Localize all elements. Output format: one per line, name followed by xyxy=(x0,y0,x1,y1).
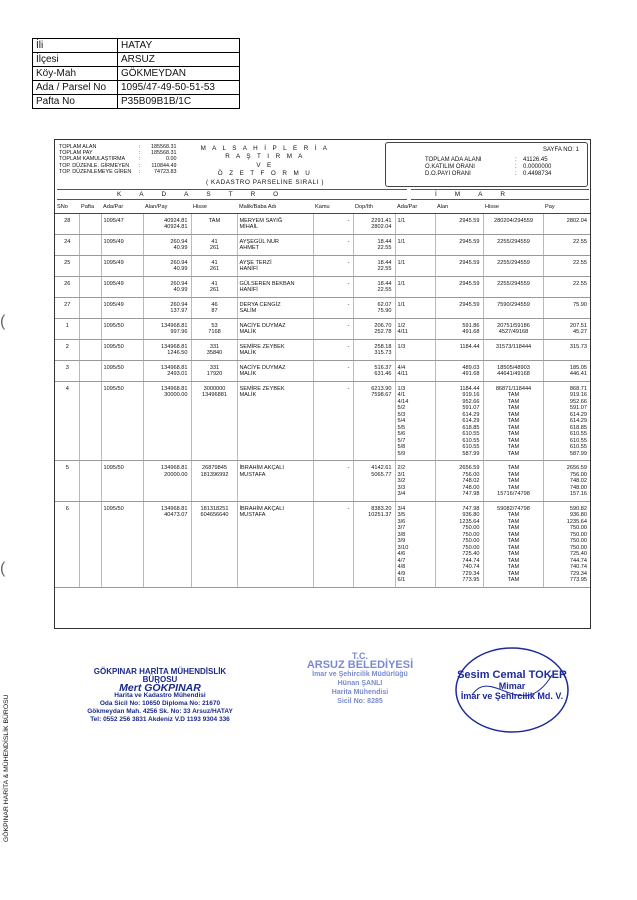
cell-malik: GÜLSEREN BEKBAN HANİFİ xyxy=(237,276,313,297)
cell-ihisse: 280204/294559 xyxy=(483,213,543,234)
cell-malik: AYŞE TERZİ HANİFİ xyxy=(237,255,313,276)
cell-iadapar: 1/1 xyxy=(395,234,435,255)
cell-ialan: 1184.44 919.16 952.66 591.07 614.29 614.29 618.85 610.55 610.55 610.55 587.99 xyxy=(435,381,483,461)
cell-dop: 18.44 22.55 xyxy=(353,255,395,276)
total-value: 185568.31 xyxy=(151,144,177,150)
cell-ihisse: 86871/118444 TAM TAM TAM TAM TAM TAM TAM TAM TAM TAM xyxy=(483,381,543,461)
table-row xyxy=(55,360,590,381)
owners-table xyxy=(55,201,590,588)
cell-sno: 27 xyxy=(55,297,79,318)
cell-pay: 590.82 936.80 1235.64 750.00 750.00 750.00 750.00 725.40 744.74 740.74 729.34 773.95 xyxy=(543,501,590,587)
total-label: TOPLAM ALAN xyxy=(59,144,97,150)
cell-iadapar: 1/3 xyxy=(395,339,435,360)
column-header: SNo xyxy=(55,201,79,213)
cell-alanpay: 260.94 40.99 xyxy=(143,234,191,255)
ratio-value: 41126.45 xyxy=(523,157,548,163)
total-value: 110844.49 xyxy=(151,162,177,169)
cell-adapar: 1095/50 xyxy=(101,461,143,502)
cell-kamu: - xyxy=(313,213,353,234)
info-label: Pafta No xyxy=(33,95,118,109)
cell-sno: 28 xyxy=(55,213,79,234)
stamp-line: Sicil No: 8285 xyxy=(337,698,383,705)
parcel-info-table xyxy=(32,38,240,109)
stamp-line: ARSUZ BELEDİYESİ xyxy=(306,659,414,671)
column-header: Dop/Ith xyxy=(353,201,395,213)
cell-hisse: 41 261 xyxy=(191,276,237,297)
cell-hisse: TAM xyxy=(191,213,237,234)
cell-adapar: 1095/50 xyxy=(101,501,143,587)
stamp-line: Hünan ŞANLI xyxy=(337,680,383,687)
cell-sno: 26 xyxy=(55,276,79,297)
table-row xyxy=(55,297,590,318)
info-value: ARSUZ xyxy=(118,53,240,67)
cell-kamu: - xyxy=(313,501,353,587)
cell-malik: İBRAHİM AKÇALI MUSTAFA xyxy=(237,461,313,502)
cell-dop: 516.37 631.46 xyxy=(353,360,395,381)
cell-kamu: - xyxy=(313,255,353,276)
cell-pafta xyxy=(79,276,101,297)
ownership-form xyxy=(54,139,591,629)
cell-adapar: 1095/50 xyxy=(101,360,143,381)
cell-pafta xyxy=(79,255,101,276)
title-line: M A L S A H İ P L E R İ A R A Ş T I R M A xyxy=(200,145,330,161)
cell-malik: DERYA CENGİZ SALİM xyxy=(237,297,313,318)
cell-ihisse: 59082/74798 TAM TAM TAM TAM TAM TAM TAM TAM TAM TAM TAM xyxy=(483,501,543,587)
cell-kamu: - xyxy=(313,318,353,339)
stamp-line: Mert GÖKPINAR xyxy=(119,682,201,694)
info-row xyxy=(33,95,240,109)
cell-kamu: - xyxy=(313,381,353,461)
table-header-row xyxy=(55,201,590,213)
cell-sno: 24 xyxy=(55,234,79,255)
cell-ialan: 747.98 936.80 1235.64 750.00 750.00 750.00 750.00 725.40 744.74 740.74 729.34 773.95 xyxy=(435,501,483,587)
table-row xyxy=(55,276,590,297)
cell-dop: 4142.61 5065.77 xyxy=(353,461,395,502)
punch-mark: ( xyxy=(0,313,6,330)
cell-ihisse: TAM TAM TAM TAM 15716/74798 xyxy=(483,461,543,502)
stamp-line: Harita Mühendisi xyxy=(331,689,389,696)
cell-kamu: - xyxy=(313,297,353,318)
cell-adapar: 1095/50 xyxy=(101,381,143,461)
stamp-line: Harita ve Kadastro Mühendisi xyxy=(114,692,206,699)
cell-pay: 22.55 xyxy=(543,276,590,297)
ratio-value: 0.4498734 xyxy=(523,171,552,178)
table-row xyxy=(55,381,590,461)
total-label: TOPLAM KAMULAŞTIRMA xyxy=(59,156,126,163)
info-row xyxy=(33,81,240,95)
cell-sno: 25 xyxy=(55,255,79,276)
cell-ihisse: 2255/294559 xyxy=(483,276,543,297)
column-header: Pay xyxy=(543,201,590,213)
cell-sno: 1 xyxy=(55,318,79,339)
cell-pay: 185.05 446.41 xyxy=(543,360,590,381)
punch-mark: ( xyxy=(0,560,6,577)
cell-iadapar: 1/2 4/11 xyxy=(395,318,435,339)
info-label: Ada / Parsel No xyxy=(33,81,118,95)
stamp-line: İmar ve Şehircilik Md. V. xyxy=(460,691,564,701)
info-value: 1095/47-49-50-51-53 xyxy=(118,81,240,95)
stamp-line: T.C. xyxy=(351,651,368,661)
cell-pafta xyxy=(79,297,101,318)
info-row xyxy=(33,67,240,81)
cell-alanpay: 134968.81 40473.07 xyxy=(143,501,191,587)
cell-malik: NACİYE DUYMAZ MALİK xyxy=(237,318,313,339)
column-header: Hisse xyxy=(191,201,237,213)
cell-hisse: 331 17920 xyxy=(191,360,237,381)
cell-hisse: 41 261 xyxy=(191,255,237,276)
ratios-block: TOPLAM ADA ALANI : 41126.45 O.KATILIM ORANI : 0.0000000 D.O.PAYI ORANI : 0.4498734 xyxy=(425,157,552,178)
side-office-text: GÖKPINAR HARİTA & MÜHENDİSLİK BÜROSU xyxy=(3,694,10,842)
stamp-line: Gökmeydan Mah. 4256 Sk. No: 33 Arsuz/HATAY xyxy=(87,708,233,715)
cell-adapar: 1095/47 xyxy=(101,213,143,234)
table-row xyxy=(55,234,590,255)
cell-sno: 3 xyxy=(55,360,79,381)
cell-pay: 2656.59 756.00 748.02 748.00 157.16 xyxy=(543,461,590,502)
total-value: 0.00 xyxy=(166,156,177,163)
total-value: 74723.83 xyxy=(154,168,177,175)
cell-ialan: 2945.59 xyxy=(435,213,483,234)
cell-hisse: 53 7168 xyxy=(191,318,237,339)
cell-hisse: 46 87 xyxy=(191,297,237,318)
stamp-line: İmar ve Şehircilik Müdürlüğü xyxy=(312,671,408,678)
cell-ihisse: 7590/294559 xyxy=(483,297,543,318)
cell-malik: SEMİRE ZEYBEK MALİK xyxy=(237,381,313,461)
cell-iadapar: 1/1 xyxy=(395,276,435,297)
cell-ialan: 1184.44 xyxy=(435,339,483,360)
cell-pay: 868.71 919.16 952.66 591.07 614.29 614.29 618.85 610.55 610.55 610.55 587.99 xyxy=(543,381,590,461)
cell-pay: 315.73 xyxy=(543,339,590,360)
info-row xyxy=(33,39,240,53)
cell-sno: 6 xyxy=(55,501,79,587)
cell-pafta xyxy=(79,339,101,360)
cell-malik: AYŞEGÜL NUR AHMET xyxy=(237,234,313,255)
info-value: GÖKMEYDAN xyxy=(118,67,240,81)
total-label: TOP. DÜZENLEMEYE GİREN xyxy=(59,168,132,175)
table-row xyxy=(55,461,590,502)
cell-hisse: 331 35840 xyxy=(191,339,237,360)
cell-adapar: 1095/50 xyxy=(101,339,143,360)
cell-pafta xyxy=(79,461,101,502)
cell-ihisse: 31573/118444 xyxy=(483,339,543,360)
cell-hisse: 181318251 604656640 xyxy=(191,501,237,587)
ratio-label: O.KATILIM ORANI xyxy=(425,164,475,171)
stamp-line: Tel: 0552 256 3831 Akdeniz V.D 1193 9304 336 xyxy=(90,716,230,723)
info-label: Köy-Mah xyxy=(33,67,118,81)
cell-pay: 2802.04 xyxy=(543,213,590,234)
municipality-stamp xyxy=(290,652,430,706)
cell-dop: 258.18 315.73 xyxy=(353,339,395,360)
cell-iadapar: 2/2 3/1 3/2 3/3 3/4 xyxy=(395,461,435,502)
cell-malik: SEMİRE ZEYBEK MALİK xyxy=(237,339,313,360)
cell-pafta xyxy=(79,360,101,381)
cell-adapar: 1095/49 xyxy=(101,276,143,297)
cell-kamu: - xyxy=(313,339,353,360)
imar-section-label: İMAR xyxy=(411,189,589,200)
cell-ialan: 2945.59 xyxy=(435,234,483,255)
cell-alanpay: 134968.81 20000.00 xyxy=(143,461,191,502)
table-row xyxy=(55,339,590,360)
cell-kamu: - xyxy=(313,276,353,297)
cell-ialan: 2945.59 xyxy=(435,276,483,297)
cell-dop: 2291.41 2802.04 xyxy=(353,213,395,234)
form-title xyxy=(200,145,330,187)
cell-alanpay: 40924.81 40924.81 xyxy=(143,213,191,234)
cell-ialan: 2945.59 xyxy=(435,297,483,318)
cell-pafta xyxy=(79,234,101,255)
info-value: HATAY xyxy=(118,39,240,53)
cell-adapar: 1095/50 xyxy=(101,318,143,339)
cell-ihisse: 2255/294559 xyxy=(483,234,543,255)
cell-iadapar: 1/3 4/1 4/14 5/2 5/3 5/4 5/5 5/6 5/7 5/8 5/9 xyxy=(395,381,435,461)
totals-block: TOPLAM ALAN : 185568.31 TOPLAM PAY : 185568.31 TOPLAM KAMULAŞTIRMA : 0.00 TOP. DÜZENLE. GİRMEYEN : 110844.49 TOP. DÜZENLEMEYE GİREN : 74723.83 xyxy=(59,144,177,175)
table-row xyxy=(55,318,590,339)
title-line: Ö Z E T F O R M U xyxy=(217,170,313,178)
info-value: P35B09B1B/1C xyxy=(118,95,240,109)
cell-ialan: 2945.59 xyxy=(435,255,483,276)
page-number: SAYFA NO: 1 xyxy=(543,147,579,153)
cell-alanpay: 260.94 40.99 xyxy=(143,276,191,297)
total-label: TOP. DÜZENLE. GİRMEYEN xyxy=(59,162,130,169)
column-header: Kamu xyxy=(313,201,353,213)
cell-iadapar: 4/4 4/11 xyxy=(395,360,435,381)
cell-pafta xyxy=(79,501,101,587)
engineering-office-stamp xyxy=(80,668,240,724)
stamp-line: Mimar xyxy=(498,681,526,691)
cell-kamu: - xyxy=(313,360,353,381)
cell-malik: İBRAHİM AKÇALI MUSTAFA xyxy=(237,501,313,587)
cell-sno: 5 xyxy=(55,461,79,502)
cell-ihisse: 2255/294559 xyxy=(483,255,543,276)
ratio-label: TOPLAM ADA ALANI xyxy=(425,157,482,163)
cell-pafta xyxy=(79,381,101,461)
total-label: TOPLAM PAY xyxy=(59,150,93,157)
table-row xyxy=(55,255,590,276)
total-value: 185568.31 xyxy=(151,150,177,157)
cell-adapar: 1095/49 xyxy=(101,255,143,276)
cell-dop: 18.44 22.55 xyxy=(353,276,395,297)
architect-stamp xyxy=(452,645,572,701)
cell-iadapar: 1/1 xyxy=(395,255,435,276)
cell-sno: 4 xyxy=(55,381,79,461)
cell-ialan: 591.86 491.68 xyxy=(435,318,483,339)
cell-iadapar: 1/1 xyxy=(395,297,435,318)
cell-hisse: 3000000 13496881 xyxy=(191,381,237,461)
cell-alanpay: 134968.81 30000.00 xyxy=(143,381,191,461)
cell-sno: 2 xyxy=(55,339,79,360)
cell-malik: MERYEM SAYIĞ MİHAİL xyxy=(237,213,313,234)
cell-dop: 206.70 252.78 xyxy=(353,318,395,339)
ratio-label: D.O.PAYI ORANI xyxy=(425,171,471,178)
column-header: Alan/Pay xyxy=(143,201,191,213)
title-line: ( KADASTRO PARSELİNE SIRALI ) xyxy=(205,178,325,186)
cell-dop: 62.07 75.90 xyxy=(353,297,395,318)
cell-pafta xyxy=(79,213,101,234)
cell-kamu: - xyxy=(313,234,353,255)
cell-alanpay: 134968.81 1246.50 xyxy=(143,339,191,360)
table-row xyxy=(55,213,590,234)
cell-ialan: 2656.59 756.00 748.02 748.00 747.98 xyxy=(435,461,483,502)
cell-dop: 8383.20 10251.37 xyxy=(353,501,395,587)
info-label: İli xyxy=(33,39,118,53)
cell-alanpay: 260.94 137.97 xyxy=(143,297,191,318)
column-header: Ada/Par xyxy=(395,201,435,213)
stamp-line: Sesim Cemal TOKER xyxy=(457,669,567,681)
cell-iadapar: 1/1 xyxy=(395,213,435,234)
ratio-value: 0.0000000 xyxy=(523,164,552,171)
cell-hisse: 41 261 xyxy=(191,234,237,255)
cell-pay: 75.90 xyxy=(543,297,590,318)
cell-ihisse: 18505/48903 44641/49168 xyxy=(483,360,543,381)
cell-ialan: 489.03 491.68 xyxy=(435,360,483,381)
column-header: Malik/Baba Adı xyxy=(237,201,313,213)
info-row xyxy=(33,53,240,67)
cell-adapar: 1095/49 xyxy=(101,234,143,255)
cell-alanpay: 260.94 40.99 xyxy=(143,255,191,276)
cell-alanpay: 134968.81 997.96 xyxy=(143,318,191,339)
cell-dop: 18.44 22.55 xyxy=(353,234,395,255)
cell-iadapar: 3/4 3/5 3/6 3/7 3/8 3/9 3/10 4/6 4/7 4/8 4/9 6/1 xyxy=(395,501,435,587)
column-header: Alan xyxy=(435,201,483,213)
cell-alanpay: 134968.81 2493.01 xyxy=(143,360,191,381)
cell-pafta xyxy=(79,318,101,339)
column-header: Ada/Par xyxy=(101,201,143,213)
stamp-line: GÖKPINAR HARİTA MÜHENDİSLİK BÜROSU xyxy=(93,667,227,684)
cell-hisse: 26879845 181396992 xyxy=(191,461,237,502)
cell-dop: 6213.90 7598.67 xyxy=(353,381,395,461)
cell-malik: NACİYE DUYMAZ MALİK xyxy=(237,360,313,381)
cell-pay: 22.55 xyxy=(543,234,590,255)
column-header: Pafta xyxy=(79,201,101,213)
kadastro-section-label: KADASTRO xyxy=(57,189,407,200)
table-row xyxy=(55,501,590,587)
cell-pay: 207.51 45.27 xyxy=(543,318,590,339)
cell-adapar: 1095/49 xyxy=(101,297,143,318)
title-line: V E xyxy=(256,161,274,169)
cell-kamu: - xyxy=(313,461,353,502)
cell-ihisse: 20751/59186 4527/49168 xyxy=(483,318,543,339)
cell-pay: 22.55 xyxy=(543,255,590,276)
info-label: İlçesi xyxy=(33,53,118,67)
column-header: Hisse xyxy=(483,201,543,213)
stamp-line: Oda Sicil No: 10650 Diploma No: 21670 xyxy=(99,700,221,707)
